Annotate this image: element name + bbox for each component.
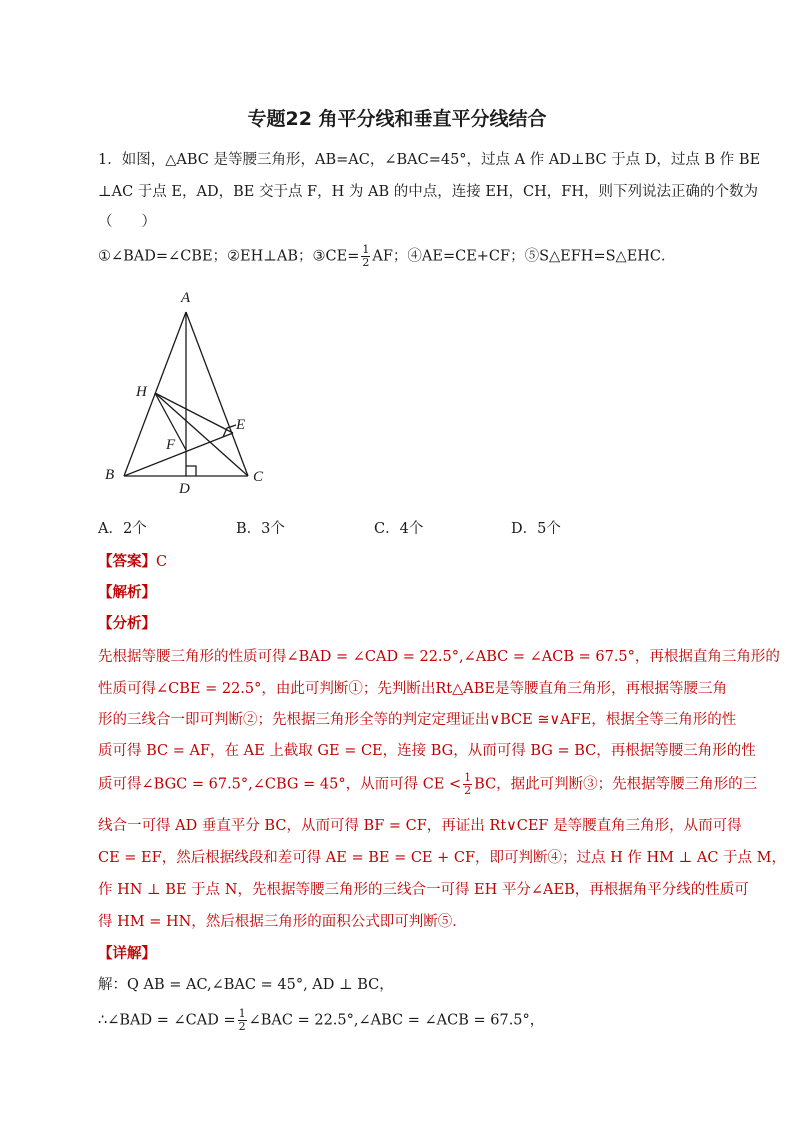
statements-part-a: ①∠BAD=∠CBE；②EH⊥AB；③CE=	[98, 248, 360, 265]
option-c: C．4个	[374, 521, 424, 537]
point-label-a: A	[181, 290, 191, 306]
solution2-frac-den: 2	[238, 1020, 246, 1033]
question-line-1: 1．如图，△ABC 是等腰三角形，AB=AC，∠BAC=45°，过点 A 作 AD⊥BC 于点 D，过点 B 作 BE	[98, 152, 761, 168]
analysis5-frac-den: 2	[464, 784, 472, 797]
option-d: D．5个	[511, 521, 561, 537]
statements-part-b: AF；④AE=CE+CF；⑤S△EFH=S△EHC．	[372, 248, 676, 265]
right-angle-mark-d	[186, 466, 196, 476]
point-label-d: D	[179, 481, 190, 497]
statements-fraction	[361, 244, 370, 269]
xiangjie-tag: 【详解】	[98, 946, 156, 962]
solution-line-2	[98, 1008, 544, 1033]
point-label-c: C	[253, 469, 264, 485]
answer-tag: 【答案】	[98, 554, 156, 570]
solution2-fraction	[238, 1008, 247, 1033]
analysis-line-9: 得 HM = HN，然后根据三角形的面积公式即可判断⑤．	[98, 914, 467, 930]
analysis5-frac-num: 1	[464, 771, 472, 784]
analysis-line-6: 线合一可得 AD 垂直平分 BC，从而可得 BF = CF，再证出 Rt∨CEF 是等腰直角三角形，从而可得	[98, 818, 742, 834]
segment-hc	[155, 393, 248, 476]
analysis5-part-b: BC，据此可判断③；先根据等腰三角形的三	[474, 776, 758, 793]
solution2-part-a: ∴∠BAD = ∠CAD =	[98, 1012, 236, 1029]
question-line-2: ⊥AC 于点 E，AD，BE 交于点 F，H 为 AB 的中点，连接 EH，CH，FH，则下列说法正确的个数为	[98, 184, 759, 200]
option-b: B．3个	[236, 521, 285, 537]
analysis-line-2: 性质可得∠CBE = 22.5°，由此可判断①；先判断出Rt△ABE是等腰直角三角形，再根据等腰三角	[98, 681, 727, 697]
point-label-b: B	[105, 467, 115, 483]
segment-ac	[186, 312, 248, 476]
analysis5-fraction	[463, 772, 472, 797]
triangle-figure	[96, 282, 286, 497]
statements-frac-num: 1	[362, 243, 370, 256]
analysis-line-8: 作 HN ⊥ BE 于点 N，先根据等腰三角形的三线合一可得 EH 平分∠AEB，再根据角平分线的性质可	[98, 882, 749, 898]
jiexi-tag: 【解析】	[98, 585, 156, 601]
answer-line	[98, 550, 167, 571]
analysis-line-5	[98, 772, 757, 797]
analysis5-part-a: 质可得∠BGC = 67.5°,∠CBG = 45°，从而可得 CE <	[98, 776, 462, 793]
analysis-line-7: CE = EF，然后根据线段和差可得 AE = BE = CE + CF，即可判断④；过点 H 作 HM ⊥ AC 于点 M，	[98, 850, 786, 866]
analysis-line-3: 形的三线合一即可判断②；先根据三角形全等的判定定理证出∨BCE ≅∨AFE，根据全等三角形的性	[98, 712, 737, 728]
statements-frac-den: 2	[362, 256, 370, 269]
segment-be	[124, 433, 233, 476]
option-a: A．2个	[98, 521, 147, 537]
question-line-3: （ ）	[98, 214, 156, 230]
analysis-line-1: 先根据等腰三角形的性质可得∠BAD = ∠CAD = 22.5°,∠ABC = ∠ACB = 67.5°，再根据直角三角形的	[98, 649, 780, 665]
fenxi-tag: 【分析】	[98, 616, 156, 632]
statements-line	[98, 244, 676, 269]
answer-value: C	[156, 554, 168, 570]
point-label-e: E	[236, 417, 246, 433]
solution-line-1: 解：Q AB = AC,∠BAC = 45°, AD ⊥ BC，	[98, 977, 394, 993]
page-title: 专题22 角平分线和垂直平分线结合	[247, 108, 547, 130]
solution2-frac-num: 1	[238, 1007, 246, 1020]
point-label-f: F	[166, 437, 176, 453]
point-label-h: H	[136, 384, 147, 400]
analysis-line-4: 质可得 BC = AF，在 AE 上截取 GE = CE，连接 BG，从而可得 BG = BC，再根据等腰三角形的性	[98, 743, 756, 759]
solution2-part-b: ∠BAC = 22.5°,∠ABC = ∠ACB = 67.5°，	[248, 1012, 545, 1029]
